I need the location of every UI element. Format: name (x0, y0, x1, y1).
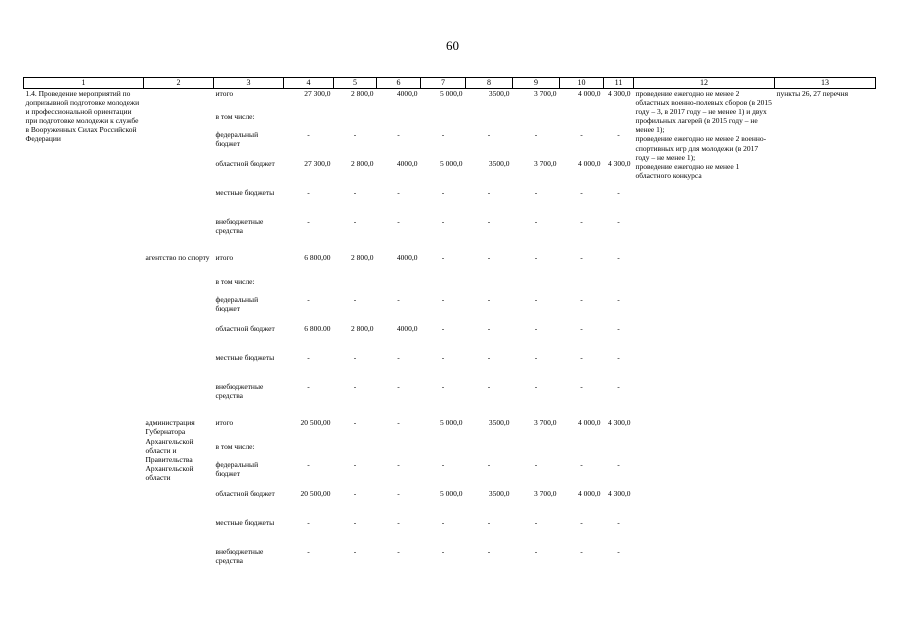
column-header: 8 (466, 78, 513, 89)
value-cell (421, 442, 466, 460)
value-cell: - (307, 188, 310, 198)
value-cell (421, 112, 466, 130)
value-cell: - (353, 460, 357, 470)
funding-source-label: областной бюджет (215, 324, 275, 334)
header-row (24, 78, 876, 89)
value-cell: - (353, 188, 357, 198)
value-cell: 6 800,00 (304, 253, 331, 263)
value-cell: 27 300,0 (304, 159, 331, 169)
value-cell: - (617, 353, 620, 363)
value-cell: 4 300,0 (608, 489, 631, 499)
executor-cell: администрация Губернатора Архангельской области и Правительства Архангельской области (145, 418, 195, 483)
value-cell (466, 277, 513, 295)
value-cell: 2 800,0 (351, 324, 374, 334)
value-cell: - (534, 547, 538, 557)
value-cell: - (307, 547, 310, 557)
value-cell: - (617, 324, 620, 334)
value-cell: 5 000,0 (440, 418, 463, 428)
value-cell: - (580, 188, 583, 198)
value-cell: - (353, 217, 357, 227)
value-cell (377, 442, 421, 460)
value-cell: 3500,0 (488, 88, 510, 98)
table-row (24, 418, 876, 442)
funding-source-label: федеральный бюджет (215, 295, 259, 314)
value-cell: 20 500,00 (300, 418, 331, 428)
value-cell: - (307, 518, 310, 528)
value-cell: - (617, 217, 620, 227)
funding-source-label: федеральный бюджет (215, 460, 259, 479)
value-cell: - (353, 547, 357, 557)
value-cell (421, 277, 466, 295)
value-cell: - (617, 130, 620, 140)
value-cell: - (441, 547, 445, 557)
value-cell: 3500,0 (488, 418, 510, 428)
value-cell (604, 112, 634, 130)
value-cell: - (487, 188, 491, 198)
value-cell: 5 000,0 (440, 489, 463, 499)
value-cell: 6 800.00 (304, 324, 331, 334)
table-body (24, 88, 876, 576)
value-cell: 5 000,0 (440, 159, 463, 169)
value-cell: - (441, 518, 445, 528)
value-cell: 4000,0 (396, 253, 418, 263)
value-cell (334, 277, 377, 295)
value-cell: - (353, 382, 357, 392)
value-cell: - (487, 547, 491, 557)
column-header: 5 (334, 78, 377, 89)
value-cell: - (353, 353, 357, 363)
value-cell: - (534, 217, 538, 227)
links-cell: пункты 26, 27 перечня (776, 88, 849, 98)
value-cell (513, 442, 560, 460)
value-cell: 4 300,0 (608, 159, 631, 169)
value-cell: - (534, 130, 538, 140)
column-header: 4 (284, 78, 334, 89)
table-row (24, 253, 876, 277)
value-cell (284, 442, 334, 460)
executor-cell: агентство по спорту (145, 253, 210, 263)
value-cell: - (580, 324, 583, 334)
value-cell: - (580, 253, 583, 263)
group-spacer (24, 411, 876, 418)
value-cell: - (617, 253, 620, 263)
funding-source-label: внебюджетные средства (215, 547, 264, 566)
indicators-cell-empty (634, 418, 775, 576)
value-cell: - (617, 518, 620, 528)
executor-cell (144, 88, 214, 246)
funding-source-label: в том числе: (215, 112, 255, 122)
value-cell: - (397, 188, 400, 198)
value-cell: 3 700,0 (534, 418, 557, 428)
column-header: 7 (421, 78, 466, 89)
column-header: 11 (604, 78, 634, 89)
value-cell: - (617, 382, 620, 392)
column-header: 6 (377, 78, 421, 89)
value-cell: 2 800,0 (351, 253, 374, 263)
value-cell: - (397, 353, 400, 363)
value-cell: - (580, 217, 583, 227)
value-cell: 3 700,0 (534, 489, 557, 499)
value-cell: 4 300,0 (608, 88, 631, 98)
value-cell: - (580, 353, 583, 363)
value-cell: - (441, 295, 445, 305)
value-cell: - (487, 460, 491, 470)
value-cell: - (487, 324, 491, 334)
value-cell (334, 112, 377, 130)
column-header: 12 (634, 78, 775, 89)
value-cell: - (534, 382, 538, 392)
value-cell: 2 800,0 (351, 159, 374, 169)
value-cell: - (397, 518, 400, 528)
value-cell: 27 300,0 (304, 88, 331, 98)
funding-source-label: местные бюджеты (215, 353, 275, 363)
page-number: 60 (446, 38, 459, 53)
funding-source-label: местные бюджеты (215, 188, 275, 198)
value-cell: - (353, 418, 357, 428)
column-header: 3 (214, 78, 284, 89)
column-header: 9 (513, 78, 560, 89)
links-cell-empty (775, 418, 876, 576)
indicators-cell-empty (634, 253, 775, 411)
funding-source-label: в том числе: (215, 442, 255, 452)
value-cell: - (580, 295, 583, 305)
value-cell (377, 277, 421, 295)
value-cell: - (534, 460, 538, 470)
value-cell (466, 112, 513, 130)
value-cell: - (441, 130, 445, 140)
value-cell: - (534, 353, 538, 363)
value-cell: - (487, 217, 491, 227)
value-cell: 4000,0 (396, 159, 418, 169)
value-cell: - (580, 547, 583, 557)
value-cell: - (397, 460, 400, 470)
value-cell: - (441, 353, 445, 363)
value-cell: - (534, 253, 538, 263)
value-cell (513, 112, 560, 130)
value-cell: - (617, 295, 620, 305)
value-cell: - (397, 130, 400, 140)
funding-source-label: федеральный бюджет (215, 130, 259, 149)
value-cell: 4 000,0 (578, 159, 601, 169)
column-header: 10 (560, 78, 604, 89)
value-cell: - (441, 217, 445, 227)
value-cell: 3500,0 (488, 159, 510, 169)
event-name: 1.4. Проведение мероприятий по допризывной подготовке молодежи и профессиональной ориентации при подготовке молодежи к службе в Вооруженных Силах Российской Федерации (25, 88, 140, 144)
value-cell: - (397, 382, 400, 392)
value-cell: 4 300,0 (608, 418, 631, 428)
value-cell: - (397, 217, 400, 227)
funding-source-label: итого (215, 88, 234, 98)
value-cell: 4 000,0 (578, 418, 601, 428)
value-cell: 3 700,0 (534, 159, 557, 169)
value-cell: - (580, 518, 583, 528)
value-cell: - (441, 324, 445, 334)
value-cell: - (441, 253, 445, 263)
value-cell: - (397, 295, 400, 305)
value-cell: - (397, 489, 400, 499)
value-cell: 3500,0 (488, 489, 510, 499)
funding-source-label: в том числе: (215, 277, 255, 287)
value-cell: - (441, 188, 445, 198)
value-cell (284, 277, 334, 295)
value-cell: - (487, 295, 491, 305)
group-spacer (24, 246, 876, 253)
value-cell: - (353, 518, 357, 528)
column-header: 13 (775, 78, 876, 89)
value-cell (513, 277, 560, 295)
value-cell: - (307, 295, 310, 305)
value-cell: - (580, 460, 583, 470)
funding-source-label: местные бюджеты (215, 518, 275, 528)
column-header: 1 (24, 78, 144, 89)
event-name-empty (24, 253, 144, 411)
value-cell: 3 700,0 (534, 88, 557, 98)
links-cell-empty (775, 253, 876, 411)
funding-source-label: областной бюджет (215, 489, 275, 499)
funding-source-label: внебюджетные средства (215, 217, 264, 236)
value-cell: - (487, 353, 491, 363)
value-cell (377, 112, 421, 130)
value-cell: - (353, 295, 357, 305)
value-cell: - (580, 130, 583, 140)
value-cell: - (487, 382, 491, 392)
table-row (24, 88, 876, 112)
value-cell: - (307, 217, 310, 227)
funding-source-label: итого (215, 418, 234, 428)
value-cell: - (580, 382, 583, 392)
value-cell (560, 277, 604, 295)
value-cell: 4 000,0 (578, 489, 601, 499)
value-cell: 4000,0 (396, 324, 418, 334)
value-cell: 4000,0 (396, 88, 418, 98)
value-cell: - (534, 188, 538, 198)
funding-source-label: итого (215, 253, 234, 263)
value-cell: 20 500,00 (300, 489, 331, 499)
value-cell: - (534, 295, 538, 305)
funding-source-label: областной бюджет (215, 159, 275, 169)
value-cell: - (534, 518, 538, 528)
value-cell: - (487, 130, 491, 140)
value-cell: - (307, 130, 310, 140)
value-cell: - (534, 324, 538, 334)
value-cell: 5 000,0 (440, 88, 463, 98)
value-cell: - (353, 130, 357, 140)
column-header: 2 (144, 78, 214, 89)
value-cell (334, 442, 377, 460)
value-cell (604, 442, 634, 460)
program-table (23, 77, 876, 576)
value-cell: - (617, 460, 620, 470)
value-cell: - (397, 418, 400, 428)
indicators-cell: проведение ежегодно не менее 2 областных военно-полевых сборов (в 2015 году – 3, в 2017 году – не менее 1) и двух профильных лагерей (в 2015 году – не менее 1); проведение ежегодно не менее 2 военно-спортивных игр для молодежи (в 2017 году – не менее 1); проведение ежегодно не менее 1 областного конкурса (635, 88, 772, 181)
value-cell: - (307, 382, 310, 392)
value-cell (466, 442, 513, 460)
value-cell: - (441, 460, 445, 470)
value-cell (560, 112, 604, 130)
value-cell (604, 277, 634, 295)
value-cell: 2 800,0 (351, 88, 374, 98)
event-name-empty (24, 418, 144, 576)
funding-source-label: внебюджетные средства (215, 382, 264, 401)
value-cell: - (487, 253, 491, 263)
value-cell: - (307, 460, 310, 470)
value-cell: - (617, 547, 620, 557)
value-cell: - (617, 188, 620, 198)
value-cell (284, 112, 334, 130)
value-cell: 4 000,0 (578, 88, 601, 98)
value-cell: - (441, 382, 445, 392)
value-cell (560, 442, 604, 460)
value-cell: - (353, 489, 357, 499)
value-cell: - (307, 353, 310, 363)
value-cell: - (487, 518, 491, 528)
value-cell: - (397, 547, 400, 557)
